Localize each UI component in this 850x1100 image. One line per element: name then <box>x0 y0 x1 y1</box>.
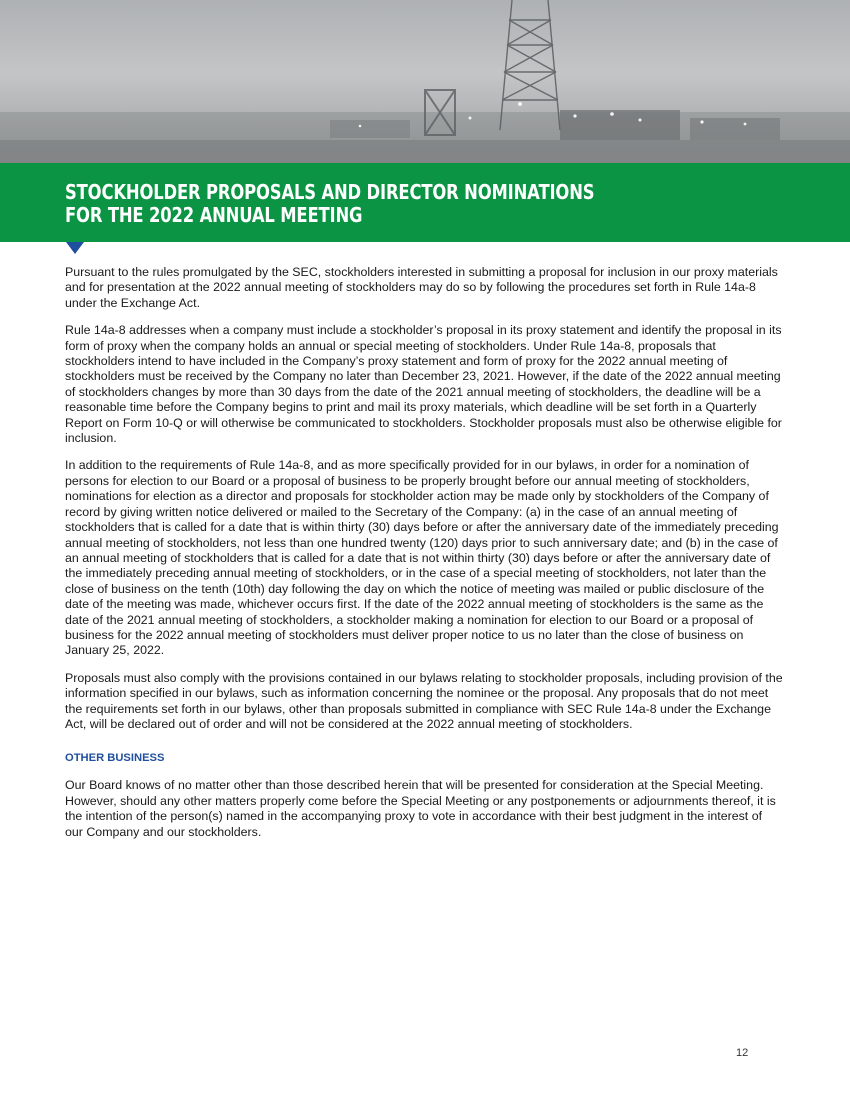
page-title-line-1: STOCKHOLDER PROPOSALS AND DIRECTOR NOMINATIONS <box>65 180 595 204</box>
paragraph-bylaws-compliance: Proposals must also comply with the provisions contained in our bylaws relating to stockholder proposals, including provision of the information specified in our bylaws, such as information concerning the nominee or the proposal. Any proposals that do not meet the requirements set forth in our bylaws, other than proposals submitted in compliance with SEC Rule 14a-8 under the Exchange Act, will be declared out of order and will not be considered at the 2022 annual meeting of stockholders. <box>65 670 783 731</box>
banner-pointer-triangle-icon <box>66 242 84 254</box>
paragraph-bylaws-nominations: In addition to the requirements of Rule 14a-8, and as more specifically provided for in our bylaws, in order for a nomination of persons for election to our Board or a proposal of business to be properly brought before our annual meeting of stockholders, nominations for election as a director and proposals for stockholder action may be made only by stockholders of the Company of record by giving written notice delivered or mailed to the Secretary of the Company: (a) in the case of an annual meeting of stockholders that is called for a date that is within thirty (30) days before or after the anniversary date of the immediately preceding annual meeting of stockholders, not less than one hundred twenty (120) days prior to such anniversary date; and (b) in the case of an annual meeting of stockholders that is called for a date that is not within thirty (30) days before or after the anniversary date of the immediately preceding annual meeting of stockholders, or in the case of a special meeting of stockholders, not later than the close of business on the tenth (10th) day following the day on which the notice of meeting was mailed or public disclosure of the date of the meeting was made, whichever occurs first. If the date of the 2022 annual meeting of stockholders is the same as the date of the 2021 annual meeting of stockholders, a stockholder making a nomination for election to our Board or a proposal of business for the 2022 annual meeting of stockholders must deliver proper notice to us no later than the close of business on January 25, 2022. <box>65 458 779 658</box>
other-business-heading: OTHER BUSINESS <box>65 752 165 765</box>
page-title <box>65 181 594 227</box>
page-number: 12 <box>736 1047 749 1059</box>
paragraph-rule-14a8-intro: Pursuant to the rules promulgated by the SEC, stockholders interested in submitting a proposal for inclusion in our proxy materials and for presentation at the 2022 annual meeting of stockholders may do so by following the procedures set forth in Rule 14a-8 under the Exchange Act. <box>65 265 778 310</box>
header-photo-oil-rig <box>0 0 850 163</box>
page-title-line-2: FOR THE 2022 ANNUAL MEETING <box>65 203 363 227</box>
oil-rig-photo-illustration <box>0 0 850 163</box>
body-content <box>65 265 783 852</box>
paragraph-rule-14a8-deadline: Rule 14a-8 addresses when a company must include a stockholder’s proposal in its proxy statement and identify the proposal in its form of proxy when the company holds an annual or special meeting of stockholders. Under Rule 14a-8, proposals that stockholders intend to have included in the Company’s proxy statement and form of proxy for the 2022 annual meeting of stockholders must be received by the Company no later than December 23, 2021. However, if the date of the 2022 annual meeting of stockholders changes by more than 30 days from the date of the 2021 annual meeting of stockholders, the deadline will be a reasonable time before the Company begins to print and mail its proxy materials, which deadline will be set forth in a Quarterly Report on Form 10-Q or will otherwise be communicated to stockholders. Stockholder proposals must also be otherwise eligible for inclusion. <box>65 323 782 446</box>
paragraph-other-business: Our Board knows of no matter other than those described herein that will be presented for consideration at the Special Meeting. However, should any other matters properly come before the Special Meeting or any postponements or adjournments thereof, it is the intention of the person(s) named in the accompanying proxy to vote in accordance with their best judgment in the interest of our Company and our stockholders. <box>65 778 776 839</box>
